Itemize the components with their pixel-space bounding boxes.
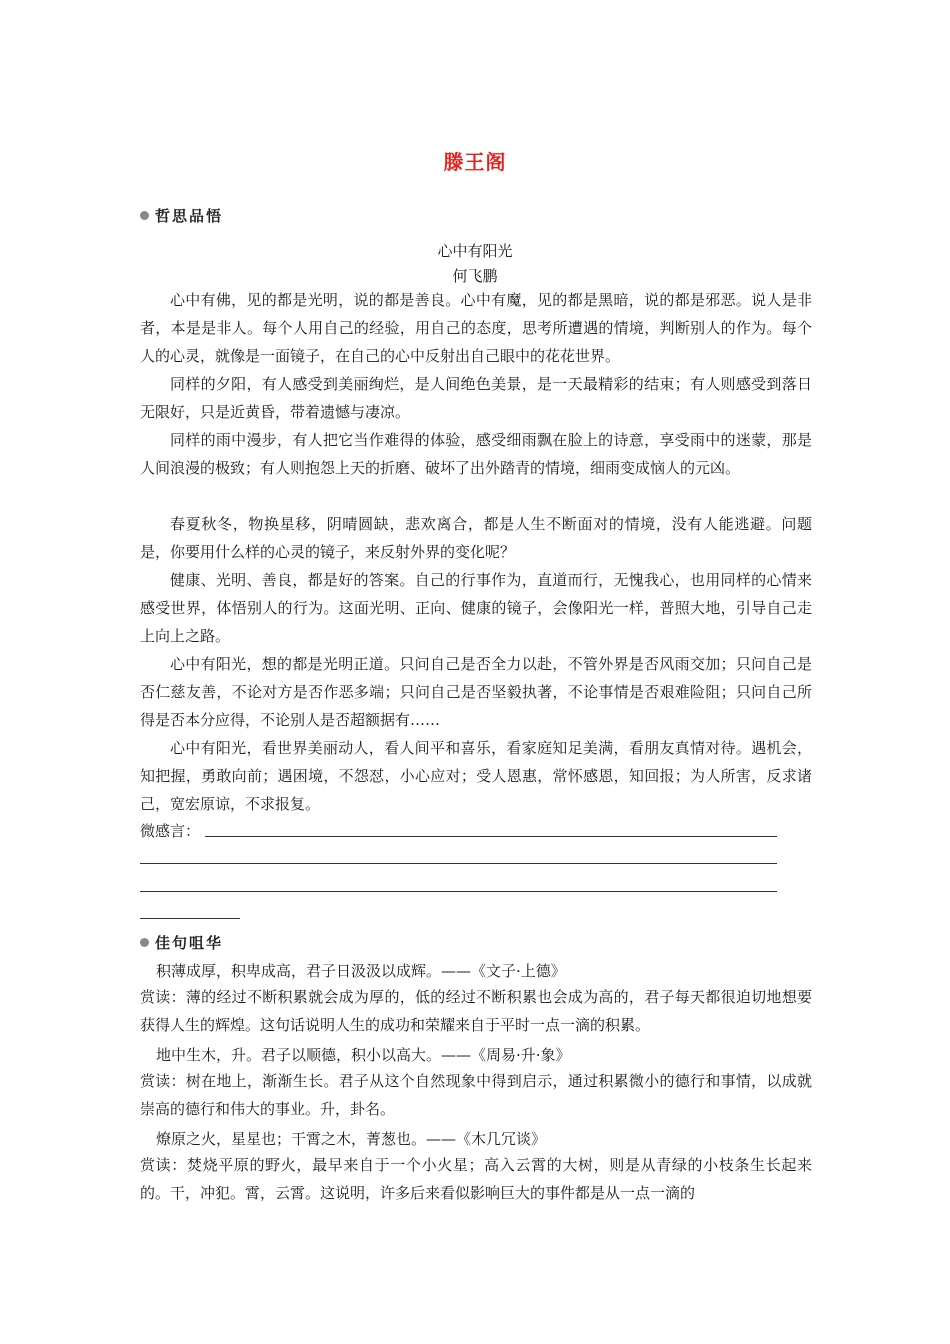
quote-line: 燎原之火，星星也；干霄之木，菁葱也。——《木几冗谈》 bbox=[156, 1130, 547, 1148]
section-heading-quotes bbox=[140, 932, 223, 953]
quote-line: 地中生木，升。君子以顺德，积小以高大。——《周易·升·象》 bbox=[156, 1046, 571, 1064]
appreciation-text: 赏读：树在地上，渐渐生长。君子从这个自然现象中得到启示，通过积累微小的德行和事情，以成就崇高的德行和伟大的事业。升，卦名。 bbox=[140, 1072, 812, 1118]
paragraph: 心中有佛，见的都是光明，说的都是善良。心中有魔，见的都是黑暗，说的都是邪恶。说人是非者，本是是非人。每个人用自己的经验，用自己的态度，思考所遭遇的情境，判断别人的作为。每个人的心灵，就像是一面镜子，在自己的心中反射出自己眼中的花花世界。 bbox=[140, 291, 812, 365]
section-heading-label: 哲思品悟 bbox=[155, 207, 224, 225]
paragraph: 春夏秋冬，物换星移，阴晴圆缺，悲欢离合，都是人生不断面对的情境，没有人能逃避。问题是，你要用什么样的心灵的镜子，来反射外界的变化呢？ bbox=[140, 515, 812, 561]
appreciation-text: 赏读：薄的经过不断积累就会成为厚的，低的经过不断积累也会成为高的，君子每天都很迫切地想要获得人生的辉煌。这句话说明人生的成功和荣耀来自于平时一点一滴的积累。 bbox=[140, 988, 812, 1034]
section-heading-label: 佳句咀华 bbox=[155, 934, 224, 952]
reflection-blank-line[interactable] bbox=[205, 836, 777, 837]
reflection-blank-line[interactable] bbox=[140, 863, 777, 864]
bullet-dot-icon bbox=[140, 938, 149, 947]
article-author: 何飞鹏 bbox=[452, 267, 498, 285]
paragraph: 心中有阳光，想的都是光明正道。只问自己是否全力以赴，不管外界是否风雨交加；只问自己是否仁慈友善，不论对方是否作恶多端；只问自己是否坚毅执著，不论事情是否艰难险阻；只问自己所得是否本分应得，不论别人是否超额据有…… bbox=[140, 655, 812, 729]
page-title: 滕王阁 bbox=[443, 150, 507, 174]
reflection-label: 微感言： bbox=[140, 822, 201, 840]
quote-line: 积薄成厚，积卑成高，君子日汲汲以成辉。——《文子·上德》 bbox=[156, 962, 566, 980]
reflection-blank-line[interactable] bbox=[140, 891, 777, 892]
appreciation-text: 赏读：焚烧平原的野火，最早来自于一个小火星；高入云霄的大树，则是从青绿的小枝条生长起来的。干，冲犯。霄，云霄。这说明，许多后来看似影响巨大的事件都是从一点一滴的 bbox=[140, 1156, 812, 1202]
bullet-dot-icon bbox=[140, 211, 149, 220]
reflection-blank-line[interactable] bbox=[140, 918, 240, 919]
paragraph: 心中有阳光，看世界美丽动人，看人间平和喜乐，看家庭知足美满，看朋友真情对待。遇机会，知把握，勇敢向前；遇困境，不怨怼，小心应对；受人恩惠，常怀感恩，知回报；为人所害，反求诸己，宽宏原谅，不求报复。 bbox=[140, 739, 812, 813]
paragraph: 同样的雨中漫步，有人把它当作难得的体验，感受细雨飘在脸上的诗意，享受雨中的迷蒙，那是人间浪漫的极致；有人则抱怨上天的折磨、破坏了出外踏青的情境，细雨变成恼人的元凶。 bbox=[140, 431, 812, 477]
paragraph: 同样的夕阳，有人感受到美丽绚烂，是人间绝色美景，是一天最精彩的结束；有人则感受到落日无限好，只是近黄昏，带着遗憾与凄凉。 bbox=[140, 375, 812, 421]
paragraph: 健康、光明、善良，都是好的答案。自己的行事作为，直道而行，无愧我心，也用同样的心情来感受世界，体悟别人的行为。这面光明、正向、健康的镜子，会像阳光一样，普照大地，引导自己走上向上之路。 bbox=[140, 571, 812, 645]
article-title: 心中有阳光 bbox=[437, 242, 513, 260]
section-heading-philosophy bbox=[140, 205, 223, 226]
